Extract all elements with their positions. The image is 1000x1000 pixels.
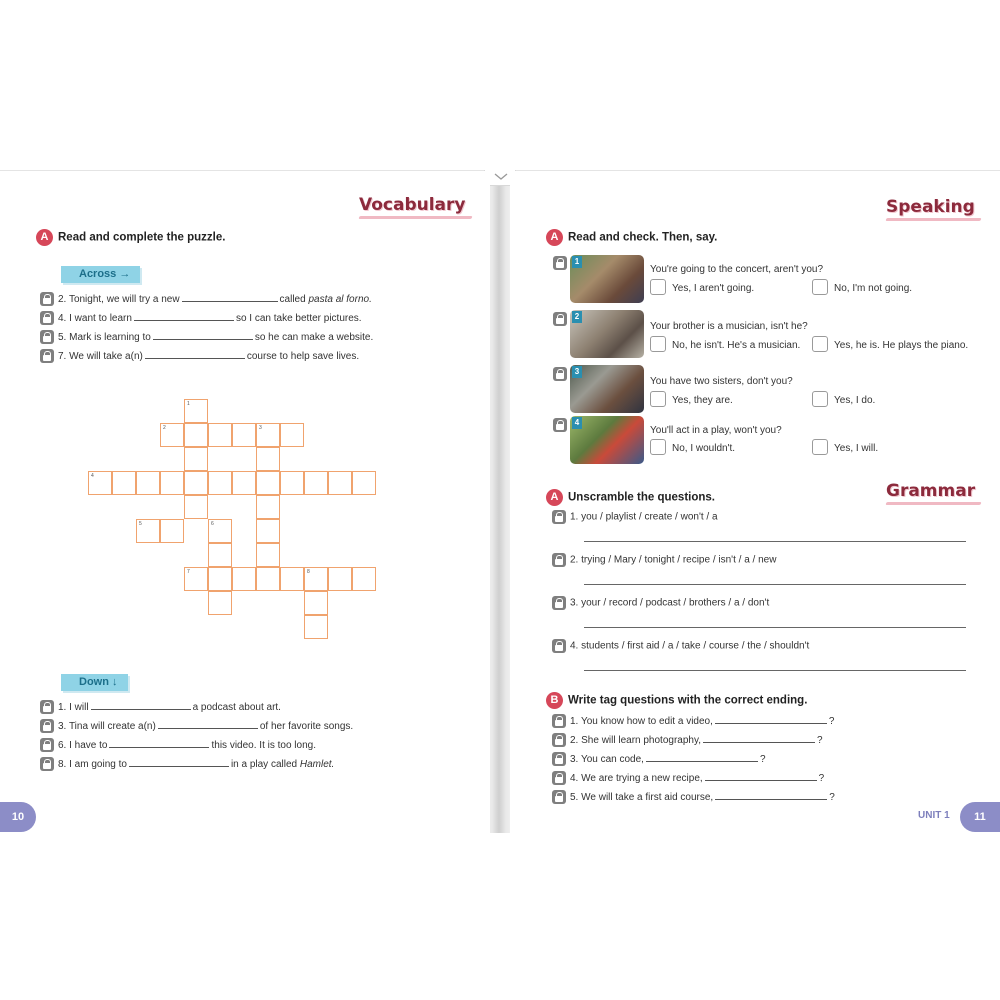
lock-icon [553, 256, 567, 270]
crossword-clue-number: 2 [163, 425, 166, 431]
photo-bench: 2 [570, 310, 644, 358]
down-item: 3. Tina will create a(n) of her favorite songs. [40, 719, 353, 734]
crossword-cell[interactable] [208, 567, 232, 591]
unscramble-item: 1. you / playlist / create / won't / a [552, 510, 718, 525]
crossword-cell[interactable] [232, 471, 256, 495]
answer-blank[interactable] [715, 790, 827, 800]
photo-concert: 1 [570, 255, 644, 303]
lock-icon [552, 510, 566, 524]
crossword-cell[interactable] [160, 471, 184, 495]
crossword-cell[interactable] [256, 543, 280, 567]
crossword-cell[interactable] [136, 519, 160, 543]
crossword-clue-number: 6 [211, 521, 214, 527]
crossword-cell[interactable] [184, 495, 208, 519]
answer-option: No, I wouldn't. [672, 443, 736, 454]
crossword-cell[interactable] [256, 495, 280, 519]
lock-icon [40, 738, 54, 752]
checkbox[interactable] [650, 336, 666, 352]
answer-blank[interactable] [705, 771, 817, 781]
crossword-cell[interactable] [352, 567, 376, 591]
speaking-question: You have two sisters, don't you? [650, 376, 793, 387]
tag-item: 3. You can code, ? [552, 752, 766, 767]
crossword-clue-number: 7 [187, 569, 190, 575]
crossword-cell[interactable] [256, 567, 280, 591]
answer-option: No, he isn't. He's a musician. [672, 340, 801, 351]
tag-item: 1. You know how to edit a video, ? [552, 714, 834, 729]
answer-option: No, I'm not going. [834, 283, 913, 294]
photo-play: 4 [570, 416, 644, 464]
answer-blank[interactable] [182, 292, 278, 302]
answer-blank[interactable] [109, 738, 209, 748]
crossword-cell[interactable] [208, 471, 232, 495]
answer-option: Yes, he is. He plays the piano. [834, 340, 969, 351]
speaking-question: You'll act in a play, won't you? [650, 425, 782, 436]
answer-blank[interactable] [145, 349, 245, 359]
unscramble-item: 2. trying / Mary / tonight / recipe / isn't / a / new [552, 553, 776, 568]
crossword-clue-number: 3 [259, 425, 262, 431]
crossword-cell[interactable] [160, 423, 184, 447]
right-page [510, 171, 1000, 833]
answer-blank[interactable] [646, 752, 758, 762]
checkbox[interactable] [650, 279, 666, 295]
answer-blank[interactable] [715, 714, 827, 724]
checkbox[interactable] [812, 391, 828, 407]
lock-icon [552, 790, 566, 804]
badge-a: A [36, 229, 53, 246]
crossword-cell[interactable] [208, 423, 232, 447]
crossword-cell[interactable] [160, 519, 184, 543]
crossword-cell[interactable] [208, 543, 232, 567]
crossword-cell[interactable] [184, 423, 208, 447]
answer-option: Yes, they are. [672, 395, 733, 406]
crossword-cell[interactable] [88, 471, 112, 495]
crossword-cell[interactable] [184, 447, 208, 471]
lock-icon [552, 553, 566, 567]
crossword-cell[interactable] [304, 471, 328, 495]
page-number-left: 10 [0, 802, 36, 832]
down-item: 8. I am going to in a play called Hamlet. [40, 757, 334, 772]
down-item: 6. I have to this video. It is too long. [40, 738, 316, 753]
crossword-cell[interactable] [304, 567, 328, 591]
crossword-clue-number: 5 [139, 521, 142, 527]
answer-blank[interactable] [134, 311, 234, 321]
lock-icon [552, 714, 566, 728]
answer-line[interactable] [584, 541, 966, 542]
answer-line[interactable] [584, 584, 966, 585]
lock-icon [40, 349, 54, 363]
lock-icon [40, 719, 54, 733]
unit-label: UNIT 1 [918, 810, 950, 821]
crossword-clue-number: 8 [307, 569, 310, 575]
left-page [0, 171, 490, 833]
answer-option: Yes, I will. [834, 443, 879, 454]
lock-icon [552, 639, 566, 653]
lock-icon [40, 311, 54, 325]
unscramble-item: 3. your / record / podcast / brothers / a / don't [552, 596, 769, 611]
crossword-clue-number: 4 [91, 473, 94, 479]
badge-b: B [546, 692, 563, 709]
checkbox[interactable] [812, 336, 828, 352]
lock-icon [40, 292, 54, 306]
across-item: 4. I want to learn so I can take better pictures. [40, 311, 362, 326]
down-item: 1. I will a podcast about art. [40, 700, 281, 715]
lock-icon [553, 418, 567, 432]
across-label: Across → [61, 266, 140, 283]
answer-option: Yes, I aren't going. [672, 283, 755, 294]
answer-blank[interactable] [703, 733, 815, 743]
answer-blank[interactable] [158, 719, 258, 729]
lock-icon [40, 757, 54, 771]
answer-line[interactable] [584, 627, 966, 628]
crossword-cell[interactable] [112, 471, 136, 495]
lock-icon [552, 771, 566, 785]
arrow-down-icon: ↓ [112, 676, 118, 688]
checkbox[interactable] [650, 439, 666, 455]
book-spread [0, 170, 1000, 832]
lock-icon [552, 596, 566, 610]
instruction-a [36, 229, 225, 246]
crossword-cell[interactable] [304, 615, 328, 639]
crossword-cell[interactable] [328, 471, 352, 495]
crossword-cell[interactable] [304, 591, 328, 615]
instruction-grammar-a: A Unscramble the questions. [546, 489, 715, 506]
arrow-right-icon: → [119, 268, 131, 280]
crossword-cell[interactable] [256, 519, 280, 543]
lock-icon [553, 367, 567, 381]
crossword-clue-number: 1 [187, 401, 190, 407]
instruction-text: Read and complete the puzzle. [58, 231, 226, 244]
speaking-question: You're going to the concert, aren't you? [650, 264, 824, 275]
answer-option: Yes, I do. [834, 395, 876, 406]
answer-blank[interactable] [153, 330, 253, 340]
section-title-vocabulary: Vocabulary [359, 195, 466, 215]
crossword-cell[interactable] [328, 567, 352, 591]
crossword-cell[interactable] [184, 399, 208, 423]
crossword-cell[interactable] [208, 591, 232, 615]
across-item: 2. Tonight, we will try a new called pasta al forno. [40, 292, 372, 307]
answer-blank[interactable] [129, 757, 229, 767]
crossword-cell[interactable] [352, 471, 376, 495]
lock-icon [40, 700, 54, 714]
crossword-cell[interactable] [232, 423, 256, 447]
crossword-cell[interactable] [208, 519, 232, 543]
across-item: 5. Mark is learning to so he can make a website. [40, 330, 373, 345]
tag-item: 2. She will learn photography, ? [552, 733, 823, 748]
answer-blank[interactable] [91, 700, 191, 710]
speaking-question: Your brother is a musician, isn't he? [650, 321, 808, 332]
checkbox[interactable] [650, 391, 666, 407]
section-title-grammar: Grammar [886, 481, 976, 501]
page-number-right: 11 [960, 802, 1000, 832]
lock-icon [553, 312, 567, 326]
crossword-cell[interactable] [280, 567, 304, 591]
lock-icon [40, 330, 54, 344]
badge-a: A [546, 229, 563, 246]
instruction-grammar-b: B Write tag questions with the correct ending. [546, 692, 807, 709]
section-title-speaking: Speaking [886, 197, 975, 217]
lock-icon [552, 752, 566, 766]
checkbox[interactable] [812, 439, 828, 455]
crossword-cell[interactable] [184, 567, 208, 591]
crossword-cell[interactable] [136, 471, 160, 495]
answer-line[interactable] [584, 670, 966, 671]
instruction-speaking-a: A Read and check. Then, say. [546, 229, 717, 246]
lock-icon [552, 733, 566, 747]
crossword-cell[interactable] [256, 471, 280, 495]
down-label: Down ↓ [61, 674, 128, 691]
tag-item: 4. We are trying a new recipe, ? [552, 771, 824, 786]
photo-friends: 3 [570, 365, 644, 413]
crossword-cell[interactable] [256, 423, 280, 447]
crossword-cell[interactable] [232, 567, 256, 591]
across-item: 7. We will take a(n) course to help save lives. [40, 349, 359, 364]
crossword-cell[interactable] [280, 471, 304, 495]
checkbox[interactable] [812, 279, 828, 295]
crossword-cell[interactable] [184, 471, 208, 495]
tag-item: 5. We will take a first aid course, ? [552, 790, 835, 805]
unscramble-item: 4. students / first aid / a / take / course / the / shouldn't [552, 639, 809, 654]
crossword-cell[interactable] [280, 423, 304, 447]
badge-a: A [546, 489, 563, 506]
crossword-cell[interactable] [256, 447, 280, 471]
